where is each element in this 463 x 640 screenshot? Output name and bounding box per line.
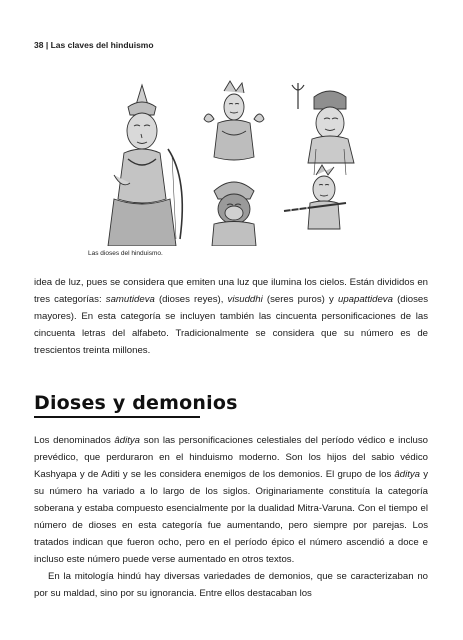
- book-title: Las claves del hinduismo: [50, 40, 154, 50]
- paragraph-aditya: [34, 432, 428, 568]
- figure-caption: Las dioses del hinduismo.: [88, 250, 163, 257]
- page-number: 38: [34, 40, 44, 50]
- paragraph-demons: En la mitología hindú hay diversas variedades de demonios, que se caracterizaban no por su maldad, sino por su ignorancia. Entre ellos destacaban los: [34, 571, 428, 599]
- term-aditya: âditya: [114, 435, 141, 446]
- heading-underline: [34, 416, 200, 418]
- term-aditya: âditya: [394, 469, 421, 480]
- paragraph-text: son las personificaciones celestiales del período védico e incluso prevédico, que perduraron en el hinduismo moderno. Son los hijos del sabio védico Kashyapa y de Aditi y se les considera enemigos de los demonios. El grupo de los: [34, 435, 428, 480]
- section-heading: Dioses y demonios: [34, 392, 238, 414]
- hanuman-figure: [212, 182, 256, 246]
- paragraph-text: (dioses reyes),: [154, 294, 228, 305]
- shiva-figure: [292, 83, 354, 175]
- krishna-figure: [284, 165, 346, 229]
- paragraph-text: idea de luz, pues se considera que emiten una luz que ilumina los cielos. Están divididos en tres categorías:: [34, 277, 428, 305]
- running-header: [34, 40, 154, 50]
- header-separator: |: [43, 40, 51, 50]
- paragraph-text: y su número ha variado a lo largo de los siglos. Originariamente constituía la categoría soberana y estaba compuesto esencialmente por la dualidad Mitra-Varuna. Con el tiempo el número de dioses en esta categoría fue aumentando, pero siempre por parejas. Los tratados indican que fueron ocho, pero en el período épico el número ascendió a doce e incluso este número puede verse aumentado en otros textos.: [34, 469, 428, 565]
- paragraph-text: Los denominados: [34, 435, 115, 446]
- paragraph-text: (dioses mayores). En esta categoría se incluyen también las cincuenta personificaciones de las cincuenta letras del alfabeto. Tradicionalmente se considera que su número es de trescientos treinta millones.: [34, 294, 429, 356]
- term-samutideva: samutideva: [105, 294, 155, 305]
- term-upapattideva: upapattideva: [337, 294, 393, 305]
- body-paragraph-2: [34, 432, 428, 602]
- body-paragraph-1: [34, 274, 428, 359]
- paragraph-text: (seres puros) y: [262, 294, 338, 305]
- rama-figure: [108, 85, 182, 246]
- goddess-figure: [204, 81, 264, 160]
- hindu-gods-illustration: [84, 79, 380, 246]
- term-visuddhi: visuddhi: [227, 294, 263, 305]
